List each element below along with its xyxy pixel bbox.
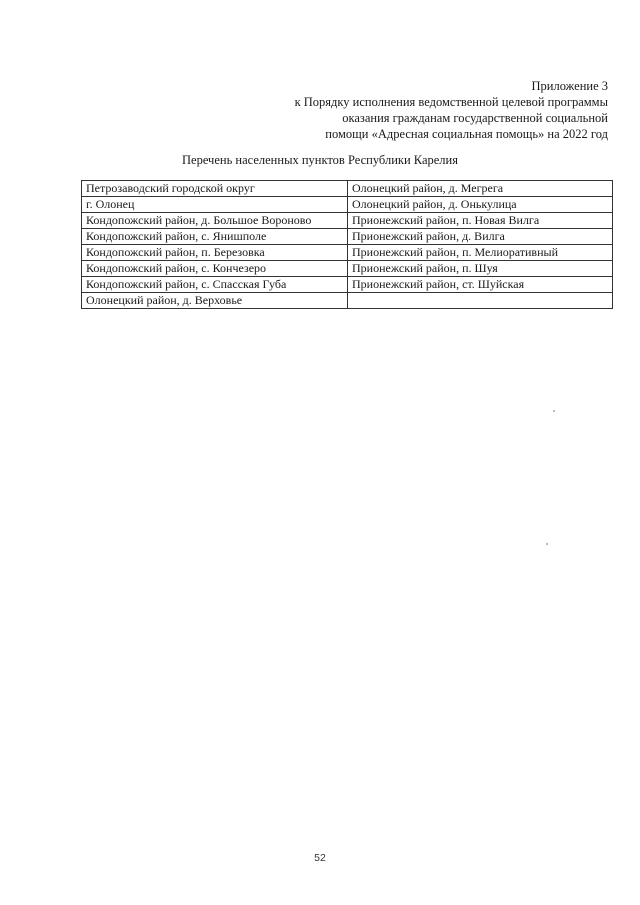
table-row — [82, 261, 613, 277]
table-cell: Петрозаводский городской округ — [82, 181, 348, 197]
appendix-label: Приложение 3 — [531, 79, 608, 93]
table-row — [82, 293, 613, 309]
table-row — [82, 213, 613, 229]
settlements-table — [81, 180, 613, 309]
table-cell: Олонецкий район, д. Онькулица — [348, 197, 613, 213]
appendix-line-2: к Порядку исполнения ведомственной целевой программы — [294, 95, 608, 109]
table-cell: Олонецкий район, д. Мегрега — [348, 181, 613, 197]
table-cell: Кондопожский район, с. Кончезеро — [82, 261, 348, 277]
table-cell: Кондопожский район, д. Большое Вороново — [82, 213, 348, 229]
table-cell: Кондопожский район, с. Янишполе — [82, 229, 348, 245]
table-cell: Кондопожский район, п. Березовка — [82, 245, 348, 261]
table-cell: Кондопожский район, с. Спасская Губа — [82, 277, 348, 293]
table-cell: Прионежский район, д. Вилга — [348, 229, 613, 245]
table-cell: Прионежский район, п. Новая Вилга — [348, 213, 613, 229]
table-cell: Прионежский район, п. Шуя — [348, 261, 613, 277]
table-cell: Олонецкий район, д. Верховье — [82, 293, 348, 309]
table-row — [82, 277, 613, 293]
table-row — [82, 181, 613, 197]
scan-speck — [553, 410, 555, 412]
appendix-line-4: помощи «Адресная социальная помощь» на 2022 год — [325, 127, 608, 141]
table-row — [82, 245, 613, 261]
table-row — [82, 229, 613, 245]
appendix-line-3: оказания гражданам государственной социальной — [342, 111, 608, 125]
appendix-header — [295, 78, 608, 142]
page-number: 52 — [314, 852, 326, 864]
table-cell: г. Олонец — [82, 197, 348, 213]
table-cell — [348, 293, 613, 309]
table-row — [82, 197, 613, 213]
scan-speck — [546, 543, 548, 545]
table-cell: Прионежский район, п. Мелиоративный — [348, 245, 613, 261]
table-cell: Прионежский район, ст. Шуйская — [348, 277, 613, 293]
list-title: Перечень населенных пунктов Республики Карелия — [182, 153, 458, 167]
